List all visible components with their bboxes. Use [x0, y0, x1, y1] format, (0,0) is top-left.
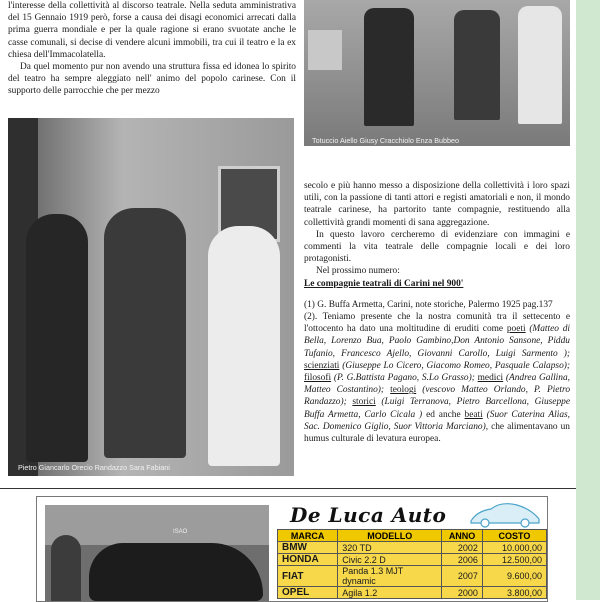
column-header: COSTO [482, 530, 546, 542]
paragraph: l'interesse della collettività al discorso teatrale. Nella seduta amministrativa del 15 Gennaio 1919 però, forse a causa dei disagi economici arrecati dalla prima guerra mondiale e per la quale ragione si erano svuotate anche le casse comunali, si decise di vendere alcuni immobili, tra cui il teatro e la ex chiesa dell'Immacolatella. [8, 1, 296, 60]
table-row [278, 566, 547, 587]
poeti-label: poeti [506, 324, 526, 335]
storici-label: storici [352, 397, 376, 408]
article-top-left [8, 0, 296, 98]
medici-label: medici [477, 373, 504, 384]
stage-photo-top [304, 0, 570, 146]
page-edge-green-bar [576, 0, 600, 600]
footnote-2 [304, 311, 570, 445]
model-cell: Panda 1.3 MJT dynamic [338, 566, 442, 587]
table-header-row [278, 530, 547, 542]
footnote-2-intro: (2). Teniamo presente che la nostra comunità tra il settecento e l'ottocento ha dato una moltitudine di eruditi come [304, 312, 570, 335]
article-right-column [304, 180, 570, 445]
photo-figure [104, 208, 186, 458]
photo-figure [208, 226, 280, 466]
price-cell: 12.500,00 [482, 554, 546, 566]
footnote-1: (1) G. Buffa Armetta, Carini, note storiche, Palermo 1925 pag.137 [304, 299, 553, 310]
price-cell: 3.800,00 [482, 587, 546, 599]
year-cell: 2000 [442, 587, 483, 599]
table-row [278, 554, 547, 566]
price-table [277, 529, 547, 599]
photo-prop [308, 30, 342, 70]
showroom-photo [45, 505, 269, 601]
dealer-name: De Luca Auto [290, 503, 447, 527]
beati-list: (Suor Caterina Alias, Sac. Domenico Giglio, Suor Vittoria Marciano), [304, 409, 570, 432]
column-header: MODELLO [338, 530, 442, 542]
year-cell: 2006 [442, 554, 483, 566]
footnote-2-end: che alimentavano un humus culturale di levatura europea. [304, 421, 570, 445]
paragraph: secolo e più hanno messo a disposizione della collettività i loro spazi utili, con la passione di tanti attori e registi amatoriali e non, il mondo teatrale carinese, ha partorito tante compagnie, restituendo alla collettività grandi momenti di sana aggregazione. [304, 181, 570, 228]
car-logo-icon [467, 499, 543, 529]
table-row [278, 587, 547, 599]
next-issue-title: Le compagnie teatrali di Carini nel 900' [304, 278, 464, 289]
model-cell: 320 TD [338, 542, 442, 554]
year-cell: 2002 [442, 542, 483, 554]
beati-pre: ed anche [426, 409, 461, 420]
beati-label: beati [464, 409, 483, 420]
showroom-sign: ISAO [173, 529, 188, 535]
photo-figure [518, 6, 562, 124]
car-dealer-ad [36, 496, 548, 602]
poeti-list: (Matteo di Bella, Lorenzo Bua, Paolo Gambino,Don Antonio Sansone, Piddu Tufanio, Francesco Ajello, Giovanni Carollo, Luigi Sarmento ); [304, 324, 571, 359]
table-row [278, 542, 547, 554]
price-cell: 10.000,00 [482, 542, 546, 554]
column-header: MARCA [278, 530, 338, 542]
column-header: ANNO [442, 530, 483, 542]
photo-figure [364, 8, 414, 126]
next-issue-label: Nel prossimo numero: [316, 266, 400, 277]
photo-caption: Pietro Giancarlo Orecio Randazzo Sara Fabiani [18, 463, 170, 472]
photo-figure [26, 214, 88, 462]
filosofi-label: filosofi [304, 373, 332, 384]
year-cell: 2007 [442, 566, 483, 587]
plant [51, 535, 81, 601]
model-cell: Agila 1.2 [338, 587, 442, 599]
car-silhouette [89, 543, 263, 601]
price-cell: 9.600,00 [482, 566, 546, 587]
brand-cell: HONDA [278, 554, 338, 566]
showroom-window [45, 505, 269, 545]
teologi-label: teologi [390, 385, 417, 396]
photo-caption: Totuccio Aiello Giusy Cracchiolo Enza Bubbeo [312, 136, 460, 145]
brand-cell: BMW [278, 542, 338, 554]
photo-figure [454, 10, 500, 120]
filosofi-list: (P. G.Battista Pagano, S.Lo Grasso); [333, 373, 475, 384]
section-divider [0, 488, 576, 489]
paragraph: In questo lavoro cercheremo di evidenziare con immagini e commenti la vita teatrale delle compagnie locali e dei loro protagonisti. [304, 229, 570, 265]
storici-list: (Luigi Terranova, Pietro Barcellona, Giuseppe Buffa Armetta, Carlo Cicala ) [304, 397, 571, 420]
brand-cell: FIAT [278, 566, 338, 587]
brand-cell: OPEL [278, 587, 338, 599]
model-cell: Civic 2.2 D [338, 554, 442, 566]
scienziati-list: (Giuseppe Lo Cicero, Giacomo Romeo, Pasquale Calapso); [342, 360, 570, 371]
scienziati-label: scienziati [304, 360, 340, 371]
paragraph: Da quel momento pur non avendo una struttura fissa ed idonea lo spirito del teatro ha sempre aleggiato nell' animo del popolo carinese. Con il supporto delle parrocchie che per mezzo [8, 62, 296, 97]
medici-list: (Andrea Gallina, Matteo Costantino); [304, 373, 570, 396]
teologi-list: (vescovo Matteo Orlando, P. Pietro Randazzo); [304, 385, 571, 408]
stage-photo-main [8, 118, 294, 476]
